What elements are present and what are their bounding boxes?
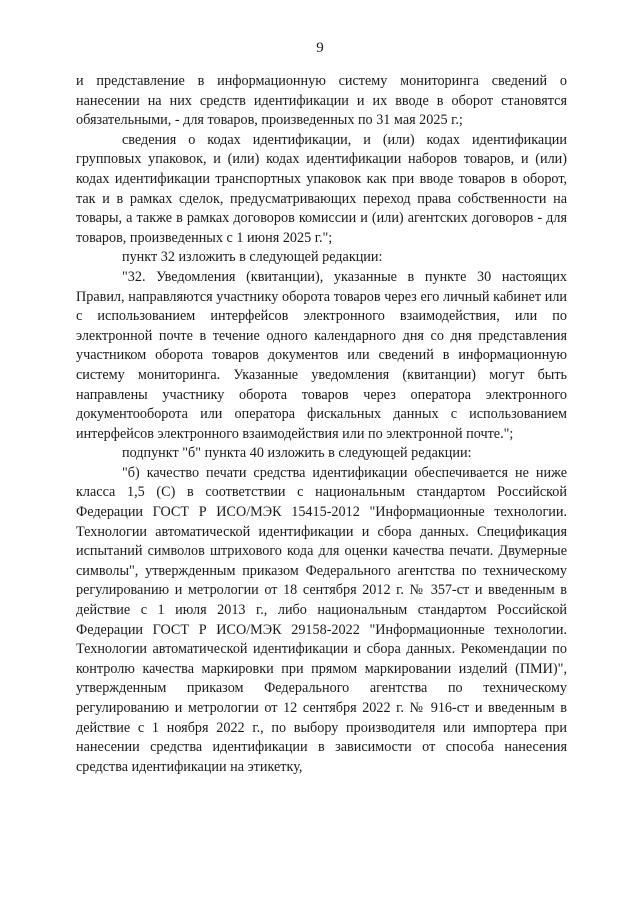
paragraph-item-40b-text: "б) качество печати средства идентификации обеспечивается не ниже класса 1,5 (C) в соответствии с национальным стандартом Российской Федерации ГОСТ Р ИСО/МЭК 15415-2012 "Информационные технологии. Технологии автоматической идентификации и сбора данных. Спецификация испытаний символов штрихового кода для оценки качества печати. Двумерные символы", утвержденным приказом Федерального агентства по техническому регулированию и метрологии от 18 сентября 2012 г. № 357-ст и введенным в действие с 1 июля 2013 г., либо национальным стандартом Российской Федерации ГОСТ Р ИСО/МЭК 29158-2022 "Информационные технологии. Технологии автоматической идентификации и сбора данных. Рекомендации по контролю качества маркировки при прямом маркировании изделий (ПМИ)", утвержденным приказом Федерального агентства по техническому регулированию и метрологии от 12 сентября 2022 г. № 916-ст и введенным в действие с 1 ноября 2022 г., по выбору производителя или импортера при нанесении средства идентификации в зависимости от способа нанесения средства идентификации на этикетку, <box>76 464 567 775</box>
paragraph-item-32-text: "32. Уведомления (квитанции), указанные в пункте 30 настоящих Правил, направляются участнику оборота товаров через его личный кабинет или с использованием интерфейсов электронного взаимодействия, или по электронной почте в течение одного календарного дня со дня представления участником оборота товаров документов или сведений в информационную систему мониторинга. Указанные уведомления (квитанции) могут быть направлены участнику оборота товаров через оператора электронного документооборота или оператора фискальных данных с использованием интерфейсов электронного взаимодействия или по электронной почте."; <box>76 268 567 442</box>
page-number: 9 <box>316 40 324 56</box>
paragraph-identification-codes: сведения о кодах идентификации, и (или) кодах идентификации групповых упаковок, и (или) кодах идентификации наборов товаров, и (или) кодах идентификации транспортных упаковок как при вводе товаров в оборот, так и в рамках сделок, предусматривающих переход права собственности на товары, а также в рамках договоров комиссии и (или) агентских договоров - для товаров, произведенных с 1 июня 2025 г."; <box>76 131 567 246</box>
document-body <box>76 72 567 777</box>
paragraph-continuation: и представление в информационную систему мониторинга сведений о нанесении на них средств идентификации и их вводе в оборот становятся обязательными, - для товаров, произведенных по 31 мая 2025 г.; <box>76 73 567 129</box>
paragraph-item-32-heading: пункт 32 изложить в следующей редакции: <box>122 249 383 266</box>
paragraph-item-40-heading: подпункт "б" пункта 40 изложить в следующей редакции: <box>122 445 472 462</box>
